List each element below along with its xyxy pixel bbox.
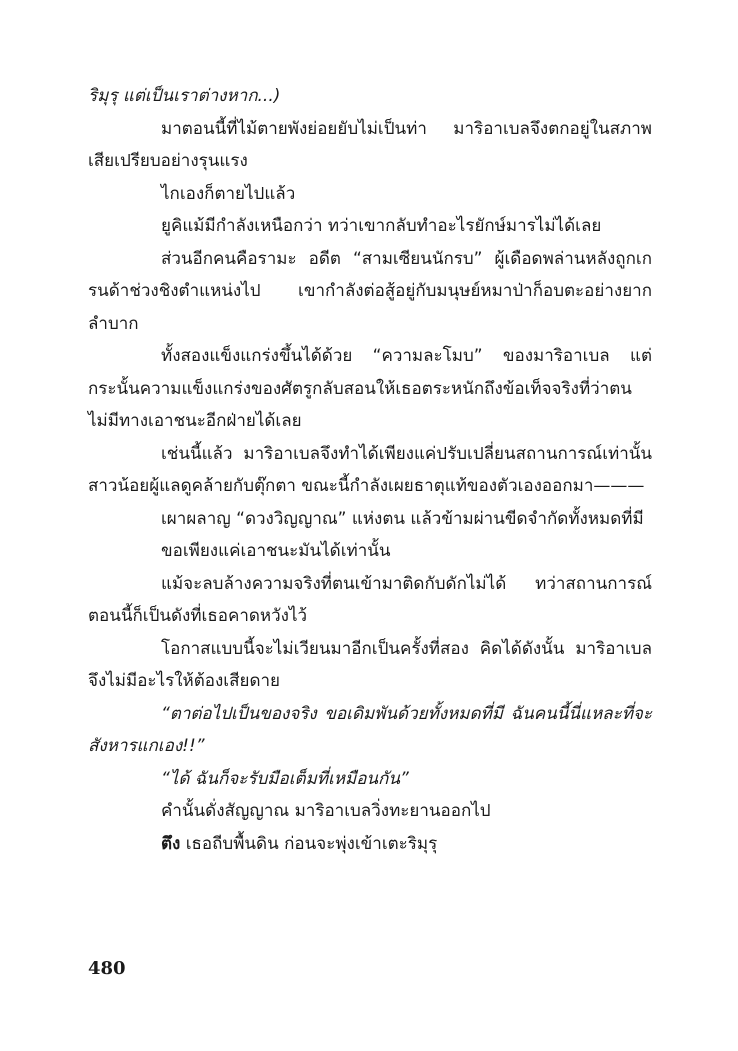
paragraph: ทั้งสองแข็งแกร่งขึ้นได้ด้วย “ความละโมบ” ของมาริอาเบล แต่กระนั้นความแข็งแกร่งของศัตรูกลับสอนให้เธอตระหนักถึงข้อเท็จจริงที่ว่าตนไม่มีทางเอาชนะอีกฝ่ายได้เลย bbox=[88, 346, 652, 431]
paragraph: ยูคิแม้มีกำลังเหนือกว่า ทว่าเขากลับทำอะไรยักษ์มารไม่ได้เลย bbox=[161, 216, 602, 236]
page-number: 480 bbox=[88, 958, 126, 979]
page-body bbox=[88, 80, 652, 860]
paragraph: มาตอนนี้ที่ไม้ตายพังย่อยยับไม่เป็นท่า มาริอาเบลจึงตกอยู่ในสภาพเสียเปรียบอย่างรุนแรง bbox=[88, 118, 652, 171]
paragraph: เช่นนี้แล้ว มาริอาเบลจึงทำได้เพียงแค่ปรับเปลี่ยนสถานการณ์เท่านั้น สาวน้อยผู้แลดูคล้ายกับตุ๊กตา ขณะนี้กำลังเผยธาตุแท้ของตัวเองออกมา——— bbox=[88, 443, 652, 496]
sound-effect: ตึง bbox=[161, 833, 181, 854]
paragraph: แม้จะลบล้างความจริงที่ตนเข้ามาติดกับดักไม่ได้ ทว่าสถานการณ์ตอนนี้ก็เป็นดังที่เธอคาดหวังไว้ bbox=[88, 573, 652, 626]
paragraph: ริมุรุ แต่เป็นเราต่างหาก...) bbox=[88, 86, 281, 106]
paragraph: คำนั้นดั่งสัญญาณ มาริอาเบลวิ่งทะยานออกไป bbox=[161, 801, 491, 821]
paragraph bbox=[88, 828, 652, 861]
paragraph: เผาผลาญ “ดวงวิญญาณ” แห่งตน แล้วข้ามผ่านขีดจำกัดทั้งหมดที่มี bbox=[161, 508, 644, 529]
paragraph-text: เธอถีบพื้นดิน ก่อนจะพุ่งเข้าเตะริมุรุ bbox=[180, 833, 438, 854]
dialogue-line: “ได้ ฉันก็จะรับมือเต็มที่เหมือนกัน” bbox=[161, 768, 409, 789]
paragraph: ส่วนอีกคนคือรามะ อดีต “สามเซียนนักรบ” ผู้เดือดพล่านหลังถูกเกรนด้าช่วงชิงตำแหน่งไป เขากำลังต่อสู้อยู่กับมนุษย์หมาป่าก็อบตะอย่างยากลำบาก bbox=[88, 248, 652, 334]
paragraph: โอกาสแบบนี้จะไม่เวียนมาอีกเป็นครั้งที่สอง คิดได้ดังนั้น มาริอาเบลจึงไม่มีอะไรให้ต้องเสียดาย bbox=[88, 638, 652, 691]
dialogue-line: “ตาต่อไปเป็นของจริง ขอเดิมพันด้วยทั้งหมดที่มี ฉันคนนี้นี่แหละที่จะสังหารแกเอง!!” bbox=[88, 703, 652, 756]
paragraph: ขอเพียงแค่เอาชนะมันได้เท่านั้น bbox=[161, 541, 391, 561]
paragraph: ไกเองก็ตายไปแล้ว bbox=[161, 183, 296, 204]
